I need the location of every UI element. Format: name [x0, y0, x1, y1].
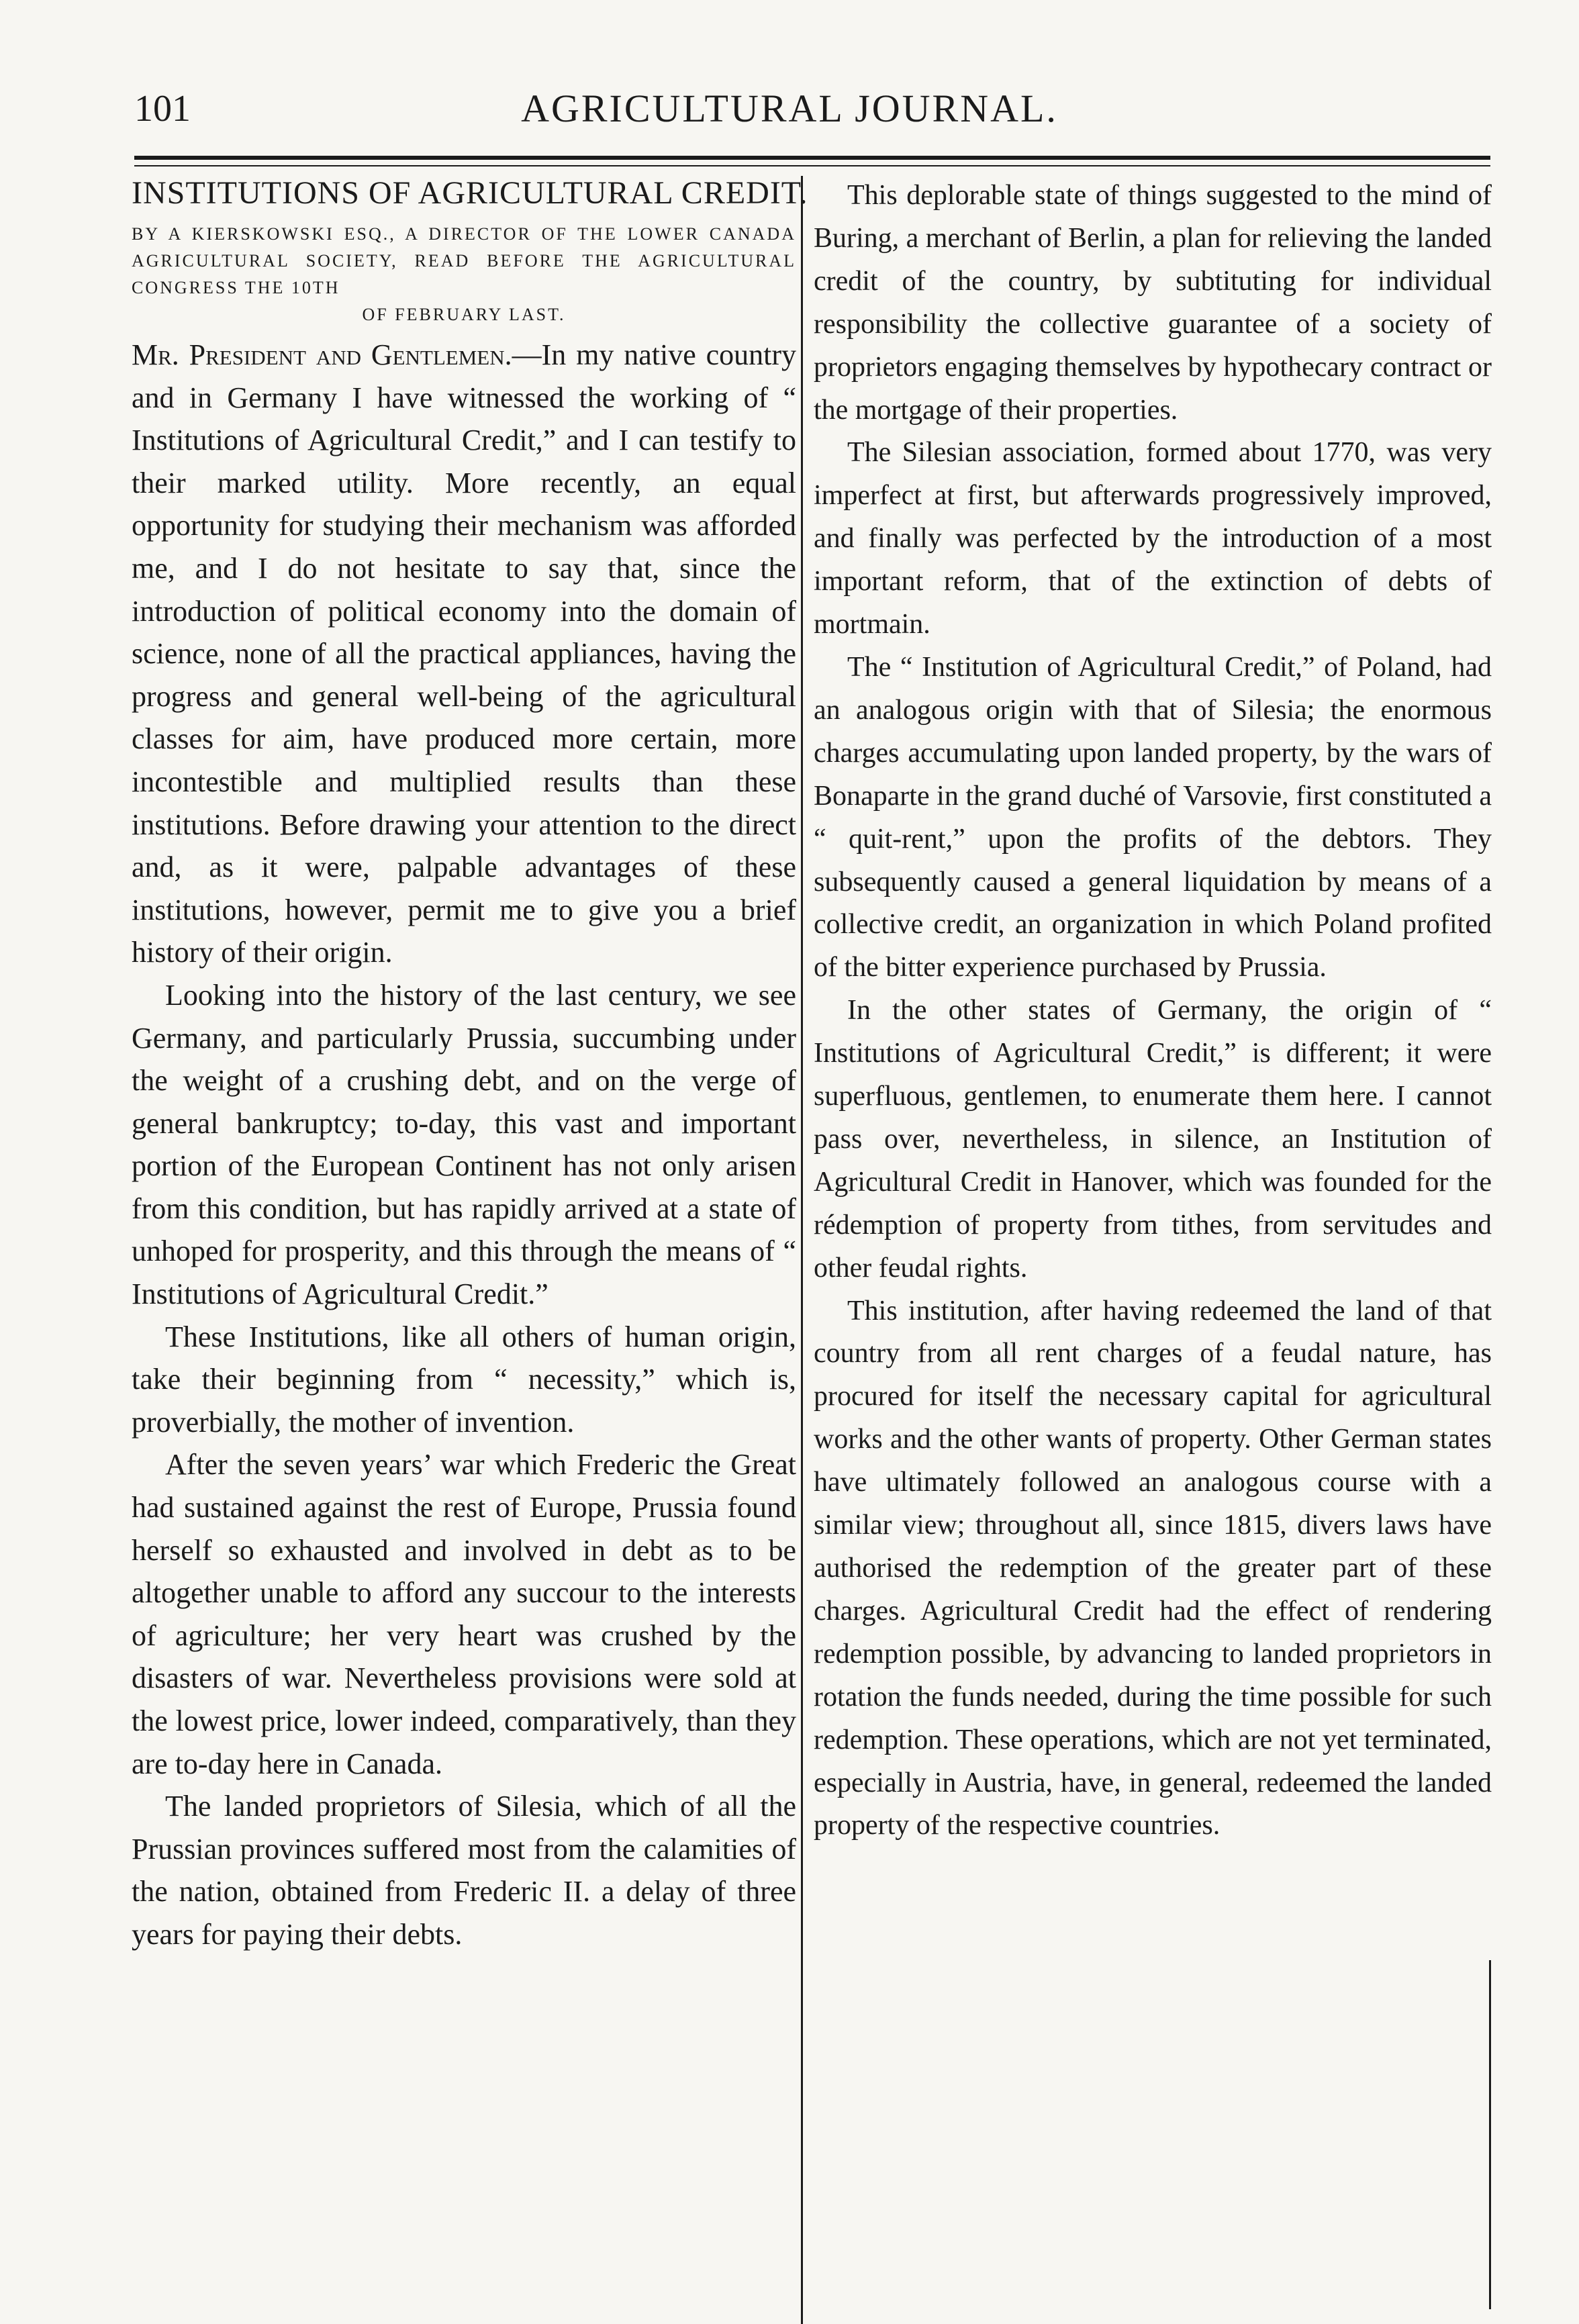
paragraph-7: The Silesian association, formed about 1770, was very imperfect at first, but afterwards progressively improved, and finally was perfected by the introduction of a most important reform, that of the extinction of debts of mortmain. — [814, 437, 1492, 640]
paragraph-3: These Institutions, like all others of human origin, take their beginning from “ necessity,” which is, proverbially, the mother of invention. — [132, 1320, 796, 1439]
right-column — [814, 175, 1492, 1847]
right-margin-rule — [1489, 1960, 1491, 2309]
paragraph-6: This deplorable state of things suggested to the mind of Buring, a merchant of Berlin, a plan for relieving the landed credit of the country, by subtituting for individual responsibility the collective guarantee of a society of proprietors engaging themselves by hypothecary contract or the mortgage of their properties. — [814, 180, 1492, 426]
paragraph-9: In the other states of Germany, the origin of “ Institutions of Agricultural Credit,” is different; it were superfluous, gentlemen, to enumerate them here. I cannot pass over, nevertheless, in silence, an Institution of Agricultural Credit in Hanover, which was founded for the rédemption of property from tithes, from servitudes and other feudal rights. — [814, 995, 1492, 1284]
running-title: AGRICULTURAL JOURNAL. — [521, 87, 1058, 130]
paragraph-5: The landed proprietors of Silesia, which of all the Prussian provinces suffered most from the calamities of the nation, obtained from Frederic II. a delay of three years for paying their debts. — [132, 1790, 796, 1951]
paragraph-1-text: —In my native country and in Germany I have witnessed the working of “ Institutions of Agricultural Credit,” and I can testify to their marked utility. More recently, an equal opportunity for studying their mechanism was afforded me, and I do not hesitate to say that, since the introduction of political economy into the domain of science, none of all the practical appliances, having the progress and general well-being of the agricultural classes for aim, have produced more certain, more incontestible and multiplied results than these institutions. Before drawing your attention to the direct and, as it were, palpable advantages of these institutions, however, permit me to give you a brief history of their origin. — [132, 338, 796, 969]
paragraph-4: After the seven years’ war which Frederic the Great had sustained against the rest of Europe, Prussia found herself so exhausted and involved in debt as to be altogether unable to afford any succour to the interests of agriculture; her very heart was crushed by the disasters of war. Nevertheless provisions were sold at the lowest price, lower indeed, comparatively, than they are to-day here in Canada. — [132, 1448, 796, 1780]
page-number: 101 — [134, 88, 191, 130]
article-byline: BY A KIERSKOWSKI ESQ., A DIRECTOR OF THE LOWER CANADA AGRICULTURAL SOCIETY, READ BEFORE THE AGRICULTURAL CONGRESS THE 10TH — [132, 224, 796, 297]
header-rule — [134, 156, 1490, 160]
paragraph-1 — [132, 334, 796, 974]
paragraph-10: This institution, after having redeemed the land of that country from all rent charges of a feudal nature, has procured for itself the necessary capital for agricultural works and the other wants of property. Other German states have ultimately followed an analogous course with a similar view; throughout all, since 1815, divers laws have authorised the redemption of the greater part of these charges. Agricultural Credit had the effect of rendering redemption possible, by advancing to landed proprietors in rotation the funds needed, during the time possible for such redemption. These operations, which are not yet terminated, especially in Austria, have, in general, redeemed the landed property of the respective countries. — [814, 1295, 1492, 1841]
paragraph-2: Looking into the history of the last century, we see Germany, and particularly Prussia, succumbing under the weight of a crushing debt, and on the verge of general bankruptcy; to-day, this vast and important portion of the European Continent has not only arisen from this condition, but has rapidly arrived at a state of unhoped for prosperity, and this through the means of “ Institutions of Agricultural Credit.” — [132, 978, 796, 1311]
left-column — [132, 175, 808, 1956]
article-byline-end: OF FEBRUARY LAST. — [362, 305, 566, 324]
article-title: INSTITUTIONS OF AGRICULTURAL CREDIT. — [132, 175, 808, 211]
header-rule-thin — [134, 165, 1490, 166]
column-divider — [801, 176, 803, 2324]
salutation: Mr. President and Gentlemen. — [132, 338, 512, 371]
paragraph-8: The “ Institution of Agricultural Credit,” of Poland, had an analogous origin with that of Silesia; the enormous charges accumulating upon landed property, by the wars of Bonaparte in the grand duché of Varsovie, first constituted a “ quit-rent,” upon the profits of the debtors. They subsequently caused a general liquidation by means of a collective credit, an organization in which Poland profited of the bitter experience purchased by Prussia. — [814, 651, 1492, 983]
